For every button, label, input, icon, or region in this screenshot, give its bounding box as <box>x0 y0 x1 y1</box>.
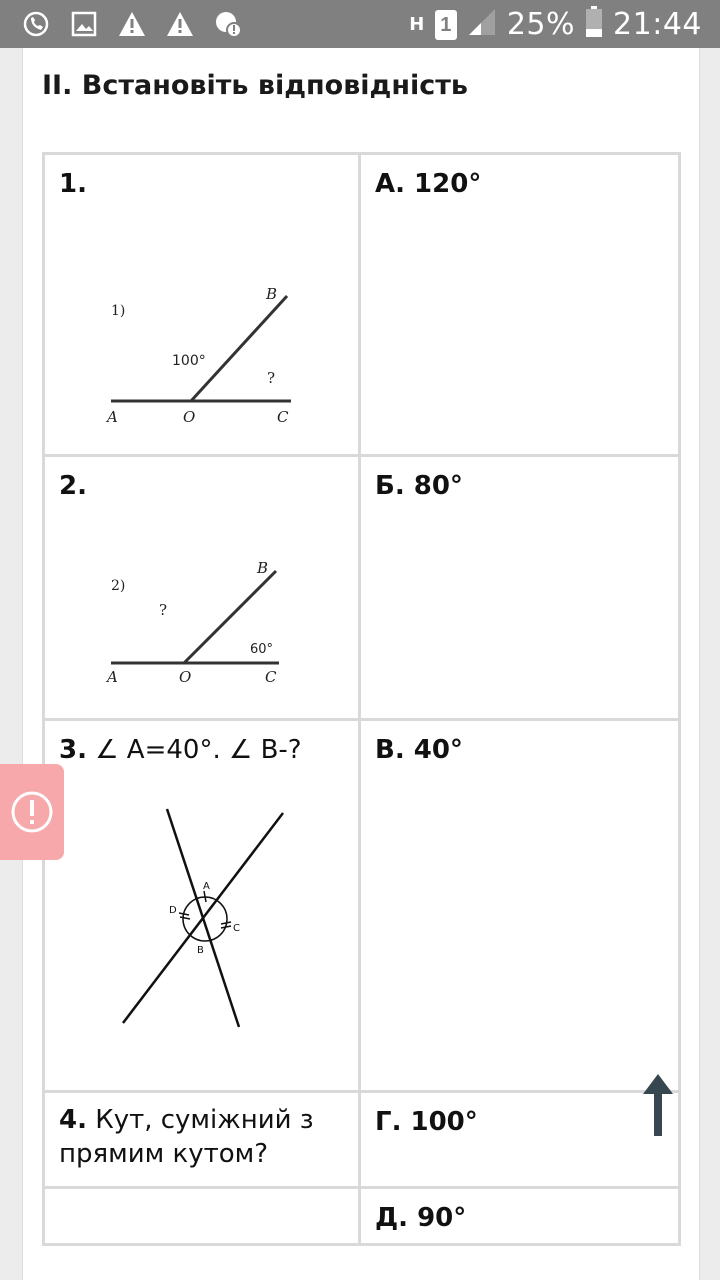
question-number: 2. <box>59 471 87 501</box>
question-number: 1. <box>59 169 87 199</box>
unknown-angle: ? <box>267 369 276 387</box>
answer-cell <box>360 1092 680 1188</box>
question-text: ∠ A=40°. ∠ B-? <box>86 735 302 765</box>
point-C: C <box>265 668 277 686</box>
exclamation-icon <box>10 790 54 834</box>
point-B: B <box>197 945 204 956</box>
battery-icon <box>585 6 603 43</box>
point-B: B <box>266 285 278 303</box>
angle-label: 60° <box>250 642 274 657</box>
table-row <box>44 1188 680 1245</box>
figure-label: 2) <box>111 578 126 594</box>
figure-label: 1) <box>111 303 126 319</box>
viber-icon <box>22 10 50 38</box>
question-cell <box>44 1092 360 1188</box>
angle-figure-1 <box>59 205 349 435</box>
question-cell <box>44 720 360 1092</box>
answer-label: Д. 90° <box>375 1203 467 1233</box>
question-number: 4. <box>59 1105 87 1135</box>
intersecting-lines-figure <box>59 771 349 1041</box>
data-alert-icon <box>214 10 242 38</box>
network-type: H <box>409 14 425 35</box>
answer-cell <box>360 720 680 1092</box>
point-B: B <box>257 559 269 577</box>
angle-figure-2 <box>59 507 349 707</box>
table-row <box>44 456 680 720</box>
answer-cell <box>360 1188 680 1245</box>
image-icon <box>70 10 98 38</box>
signal-icon <box>467 7 497 42</box>
report-tab[interactable] <box>0 764 64 860</box>
page-title: II. Встановіть відповідність <box>42 70 469 101</box>
point-C: C <box>233 923 240 934</box>
angle-label: 100° <box>172 353 206 369</box>
warning-icon <box>166 10 194 38</box>
point-D: D <box>169 905 177 916</box>
table-row <box>44 1092 680 1188</box>
point-C: C <box>277 408 289 426</box>
table-row <box>44 154 680 456</box>
answer-label: Г. 100° <box>375 1107 478 1137</box>
answer-label: В. 40° <box>375 735 463 765</box>
scroll-top-arrow-icon[interactable] <box>640 1072 676 1138</box>
battery-level: 25% <box>506 7 576 42</box>
answer-label: А. 120° <box>375 169 482 199</box>
warning-icon <box>118 10 146 38</box>
answer-cell <box>360 154 680 456</box>
question-cell <box>44 154 360 456</box>
status-bar <box>0 0 720 48</box>
question-cell <box>44 456 360 720</box>
clock: 21:44 <box>613 7 702 42</box>
point-A: A <box>107 668 118 686</box>
point-O: O <box>183 408 196 426</box>
point-O: O <box>179 668 192 686</box>
question-number: 3. <box>59 735 87 765</box>
unknown-angle: ? <box>159 601 168 619</box>
answer-cell <box>360 456 680 720</box>
matching-table <box>42 152 681 1246</box>
answer-label: Б. 80° <box>375 471 463 501</box>
question-text: Кут, суміжний з прямим кутом? <box>59 1105 314 1169</box>
sim-icon: 1 <box>435 10 457 40</box>
point-A: A <box>107 408 118 426</box>
table-row <box>44 720 680 1092</box>
point-A: A <box>203 881 210 892</box>
question-cell-empty <box>44 1188 360 1245</box>
